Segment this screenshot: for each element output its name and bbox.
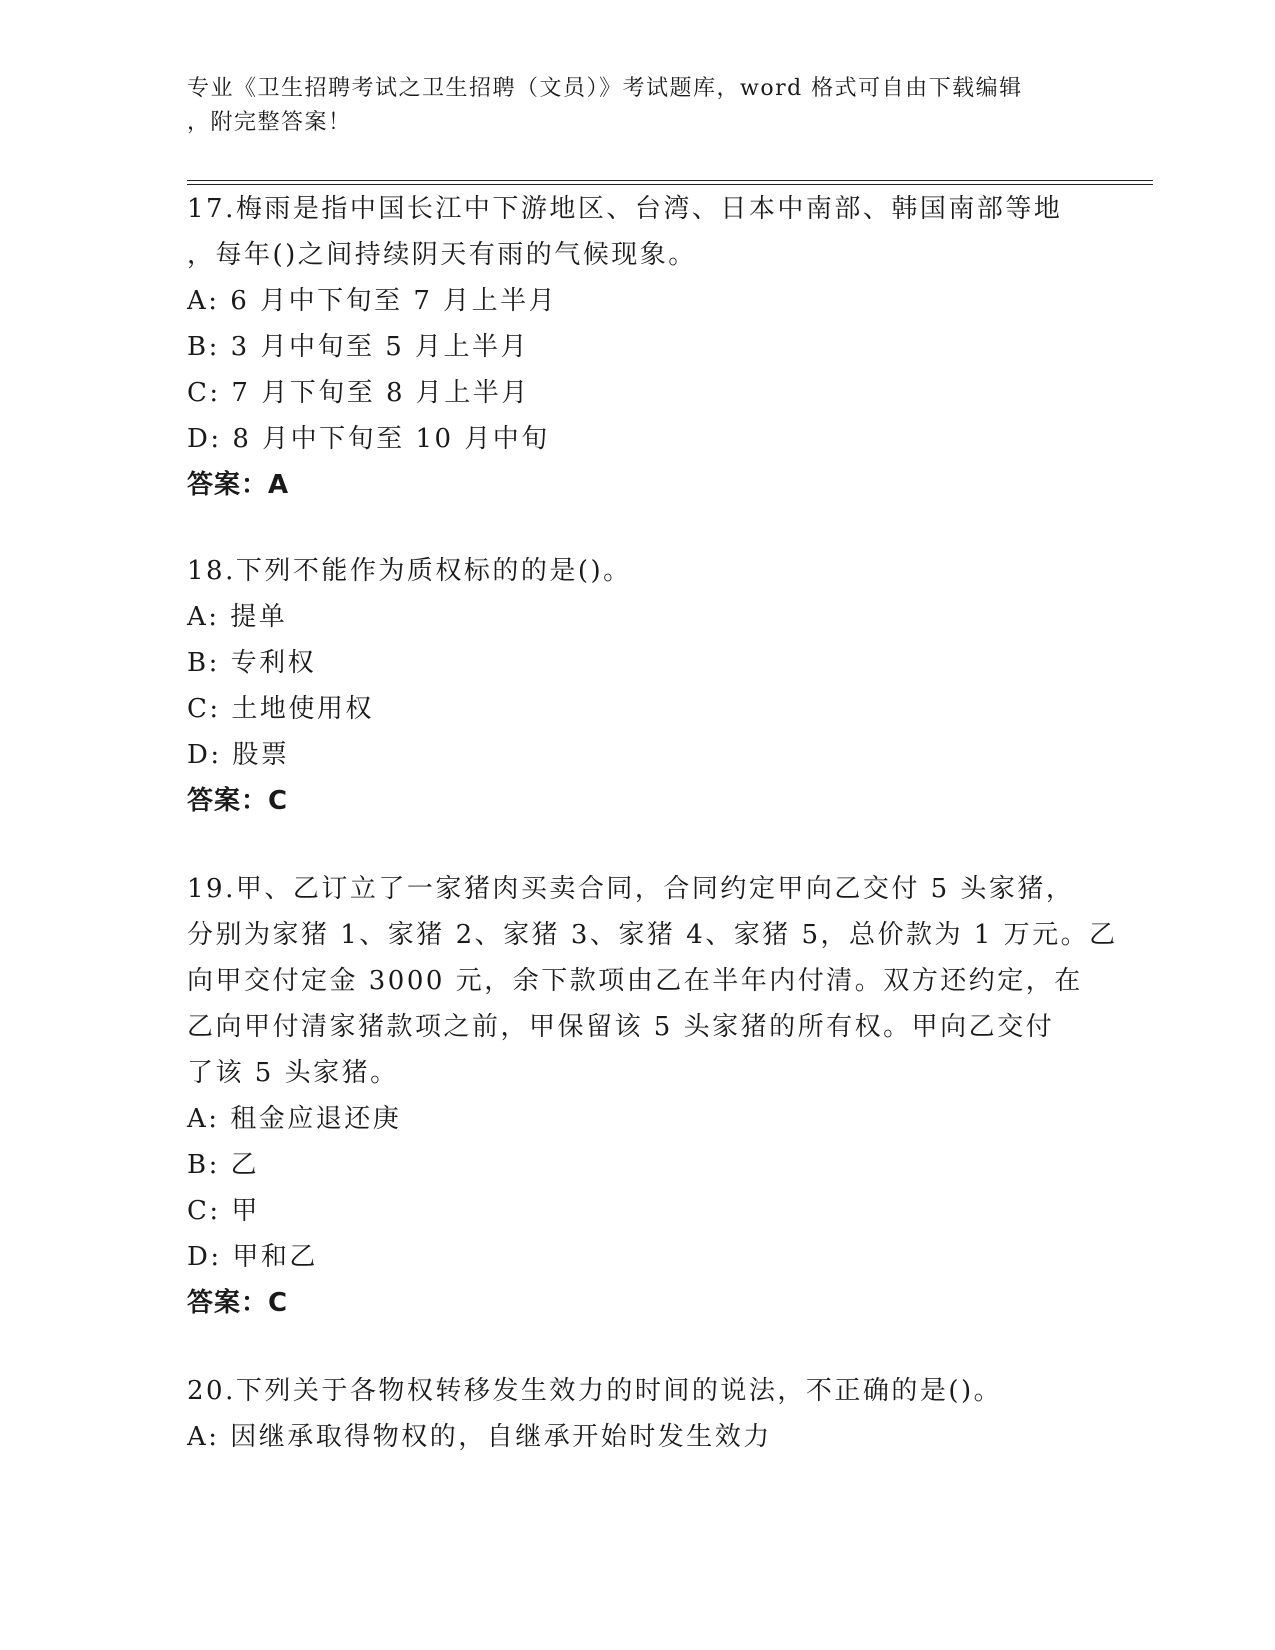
option-a: A: 租金应退还庚	[187, 1104, 402, 1134]
answer-label: 答案：A	[187, 470, 290, 500]
document-header	[187, 72, 1067, 140]
question-stem-line: 了该 5 头家猪。	[187, 1058, 399, 1088]
question-20	[187, 1368, 1087, 1460]
option-c: C: 甲	[187, 1196, 260, 1226]
option-b: B: 专利权	[187, 648, 317, 678]
option-b: B: 3 月中旬至 5 月上半月	[187, 332, 530, 362]
option-d: D: 甲和乙	[187, 1242, 318, 1272]
question-stem-line: 20.下列关于各物权转移发生效力的时间的说法，不正确的是()。	[187, 1376, 1003, 1406]
answer-label: 答案：C	[187, 1288, 289, 1318]
question-stem-line: 向甲交付定金 3000 元，余下款项由乙在半年内付清。双方还约定，在	[187, 966, 1083, 996]
option-c: C: 7 月下旬至 8 月上半月	[187, 378, 530, 408]
header-line-1: 专业《卫生招聘考试之卫生招聘（文员）》考试题库，word 格式可自由下载编辑	[187, 76, 1023, 101]
option-c: C: 土地使用权	[187, 694, 374, 724]
question-stem-line: 分别为家猪 1、家猪 2、家猪 3、家猪 4、家猪 5，总价款为 1 万元。乙	[187, 920, 1118, 950]
option-b: B: 乙	[187, 1150, 260, 1180]
header-divider-bottom	[187, 184, 1153, 185]
option-d: D: 8 月中下旬至 10 月中旬	[187, 424, 550, 454]
question-18	[187, 548, 1087, 824]
option-a: A: 6 月中下旬至 7 月上半月	[187, 286, 558, 316]
option-a: A: 提单	[187, 602, 288, 632]
header-divider-top	[187, 180, 1153, 181]
question-stem-line: 17.梅雨是指中国长江中下游地区、台湾、日本中南部、韩国南部等地	[187, 194, 1063, 224]
question-19	[187, 866, 1118, 1326]
option-a: A: 因继承取得物权的，自继承开始时发生效力	[187, 1422, 772, 1452]
answer-label: 答案：C	[187, 786, 289, 816]
header-line-2: ，附完整答案！	[187, 110, 352, 135]
question-stem-line: 乙向甲付清家猪款项之前，甲保留该 5 头家猪的所有权。甲向乙交付	[187, 1012, 1055, 1042]
question-stem-line: 18.下列不能作为质权标的的是()。	[187, 556, 632, 586]
option-d: D: 股票	[187, 740, 290, 770]
question-stem-line: 19.甲、乙订立了一家猪肉买卖合同，合同约定甲向乙交付 5 头家猪，	[187, 874, 1075, 904]
question-stem-line: ，每年()之间持续阴天有雨的气候现象。	[187, 240, 697, 270]
question-17	[187, 186, 1087, 508]
